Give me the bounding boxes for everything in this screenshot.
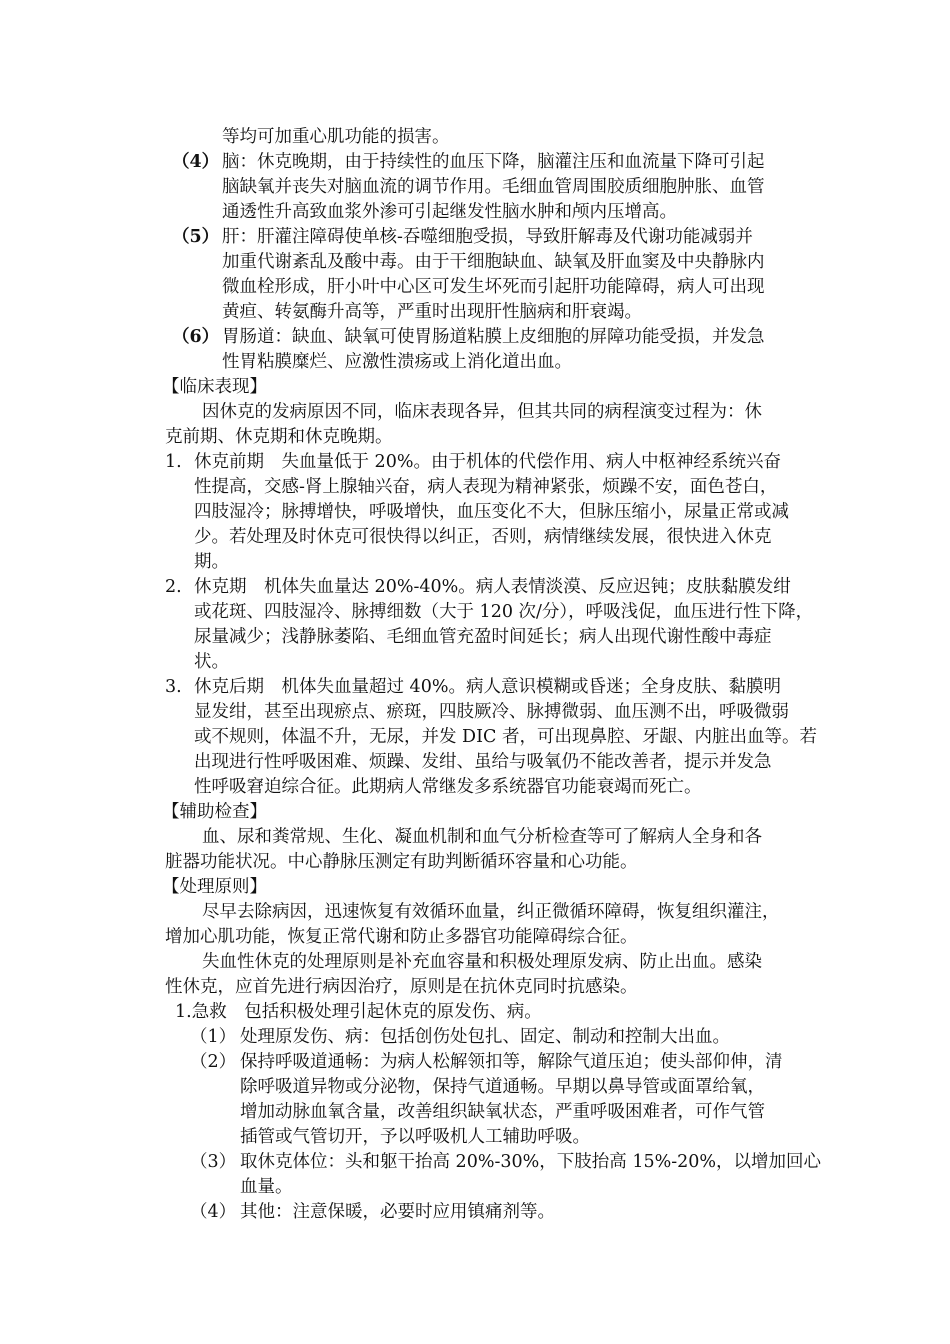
stage-pre-shock-line: 性提高，交感-肾上腺轴兴奋，病人表现为精神紧张，烦躁不安，面色苍白， (194, 477, 778, 497)
treatment-para-line: 失血性休克的处理原则是补充血容量和积极处理原发病、防止出血。感染 (202, 952, 762, 972)
auxiliary-line: 脏器功能状况。中心静脉压测定有助判断循环容量和心功能。 (165, 852, 638, 872)
stage-marker: 3. (165, 677, 182, 697)
stage-pre-shock-line: 期。 (194, 552, 229, 572)
organ-item-gi-line: 性胃粘膜糜烂、应激性溃疡或上消化道出血。 (222, 352, 572, 372)
emergency-item-marker: （2） (190, 1052, 237, 1072)
stage-pre-shock-line: 休克前期 失血量低于 20%。由于机体的代偿作用、病人中枢神经系统兴奋 (194, 452, 781, 472)
stage-pre-shock-line: 四肢湿冷；脉搏增快，呼吸增快，血压变化不大，但脉压缩小，尿量正常或减 (194, 502, 789, 522)
emergency-item-line: 取休克体位：头和躯干抬高 20%-30%，下肢抬高 15%-20%，以增加回心 (240, 1152, 822, 1172)
organ-item-gi-line: 胃肠道：缺血、缺氧可使胃肠道粘膜上皮细胞的屏障功能受损，并发急 (222, 327, 765, 347)
clinical-intro-line: 克前期、休克期和休克晚期。 (165, 427, 393, 447)
emergency-item-line: 增加动脉血氧含量，改善组织缺氧状态，严重呼吸困难者，可作气管 (240, 1102, 765, 1122)
emergency-item-line: 血量。 (240, 1177, 293, 1197)
stage-marker: 2. (165, 577, 182, 597)
emergency-item-marker: （4） (190, 1202, 237, 1222)
emergency-item-marker: （1） (190, 1027, 237, 1047)
emergency-title: 1.急救 包括积极处理引起休克的原发伤、病。 (175, 1002, 542, 1022)
emergency-item-line: 插管或气管切开，予以呼吸机人工辅助呼吸。 (240, 1127, 590, 1147)
organ-item-brain-line: 通透性升高致血浆外渗可引起继发性脑水肿和颅内压增高。 (222, 202, 677, 222)
clinical-intro-line: 因休克的发病原因不同，临床表现各异，但其共同的病程演变过程为：休 (202, 402, 762, 422)
stage-late-shock-line: 休克后期 机体失血量超过 40%。病人意识模糊或昏迷；全身皮肤、黏膜明 (194, 677, 781, 697)
emergency-item-line: 除呼吸道异物或分泌物，保持气道通畅。早期以鼻导管或面罩给氧， (240, 1077, 765, 1097)
stage-shock-line: 休克期 机体失血量达 20%-40%。病人表情淡漠、反应迟钝；皮肤黏膜发绀 (194, 577, 791, 597)
stage-shock-line: 或花斑、四肢湿冷、脉搏细数（大于 120 次/分），呼吸浅促，血压进行性下降， (194, 602, 814, 622)
section-heading-treatment: 【处理原则】 (162, 877, 267, 897)
emergency-item-marker: （3） (190, 1152, 237, 1172)
stage-shock-line: 尿量减少；浅静脉萎陷、毛细血管充盈时间延长；病人出现代谢性酸中毒症 (194, 627, 772, 647)
emergency-item-line: 其他：注意保暖，必要时应用镇痛剂等。 (240, 1202, 555, 1222)
stage-marker: 1. (165, 452, 182, 472)
organ-item-liver-line: 加重代谢紊乱及酸中毒。由于干细胞缺血、缺氧及肝血窦及中央静脉内 (222, 252, 765, 272)
section-heading-auxiliary: 【辅助检查】 (162, 802, 267, 822)
treatment-para-line: 性休克，应首先进行病因治疗，原则是在抗休克同时抗感染。 (165, 977, 638, 997)
stage-late-shock-line: 性呼吸窘迫综合征。此期病人常继发多系统器官功能衰竭而死亡。 (194, 777, 702, 797)
organ-item-liver-line: 黄疸、转氨酶升高等，严重时出现肝性脑病和肝衰竭。 (222, 302, 642, 322)
stage-late-shock-line: 出现进行性呼吸困难、烦躁、发绀、虽给与吸氧仍不能改善者，提示并发急 (194, 752, 772, 772)
stage-late-shock-line: 或不规则，体温不升，无尿，并发 DIC 者，可出现鼻腔、牙龈、内脏出血等。若 (194, 727, 817, 747)
treatment-para-line: 增加心肌功能，恢复正常代谢和防止多器官功能障碍综合征。 (165, 927, 638, 947)
organ-item-liver-line: 肝：肝灌注障碍使单核-吞噬细胞受损，导致肝解毒及代谢功能减弱并 (222, 227, 753, 247)
stage-shock-line: 状。 (194, 652, 229, 672)
organ-item-brain-line: 脑缺氧并丧失对脑血流的调节作用。毛细血管周围胶质细胞肿胀、血管 (222, 177, 765, 197)
auxiliary-line: 血、尿和粪常规、生化、凝血机制和血气分析检查等可了解病人全身和各 (202, 827, 762, 847)
organ-item-marker: （4） (172, 152, 220, 172)
organ-item-brain-line: 脑：休克晚期，由于持续性的血压下降，脑灌注压和血流量下降可引起 (222, 152, 765, 172)
stage-late-shock-line: 显发绀，甚至出现瘀点、瘀斑，四肢厥冷、脉搏微弱、血压测不出，呼吸微弱 (194, 702, 789, 722)
organ-item-liver-line: 微血栓形成，肝小叶中心区可发生坏死而引起肝功能障碍，病人可出现 (222, 277, 765, 297)
organ-item-continuation: 等均可加重心肌功能的损害。 (222, 127, 450, 147)
organ-item-marker: （5） (172, 227, 220, 247)
organ-item-marker: （6） (172, 327, 220, 347)
emergency-item-line: 保持呼吸道通畅：为病人松解领扣等，解除气道压迫；使头部仰伸，清 (240, 1052, 783, 1072)
treatment-para-line: 尽早去除病因，迅速恢复有效循环血量，纠正微循环障碍，恢复组织灌注， (202, 902, 780, 922)
stage-pre-shock-line: 少。若处理及时休克可很快得以纠正，否则，病情继续发展，很快进入休克 (194, 527, 772, 547)
emergency-item-line: 处理原发伤、病：包括创伤处包扎、固定、制动和控制大出血。 (240, 1027, 730, 1047)
section-heading-clinical: 【临床表现】 (162, 377, 267, 397)
